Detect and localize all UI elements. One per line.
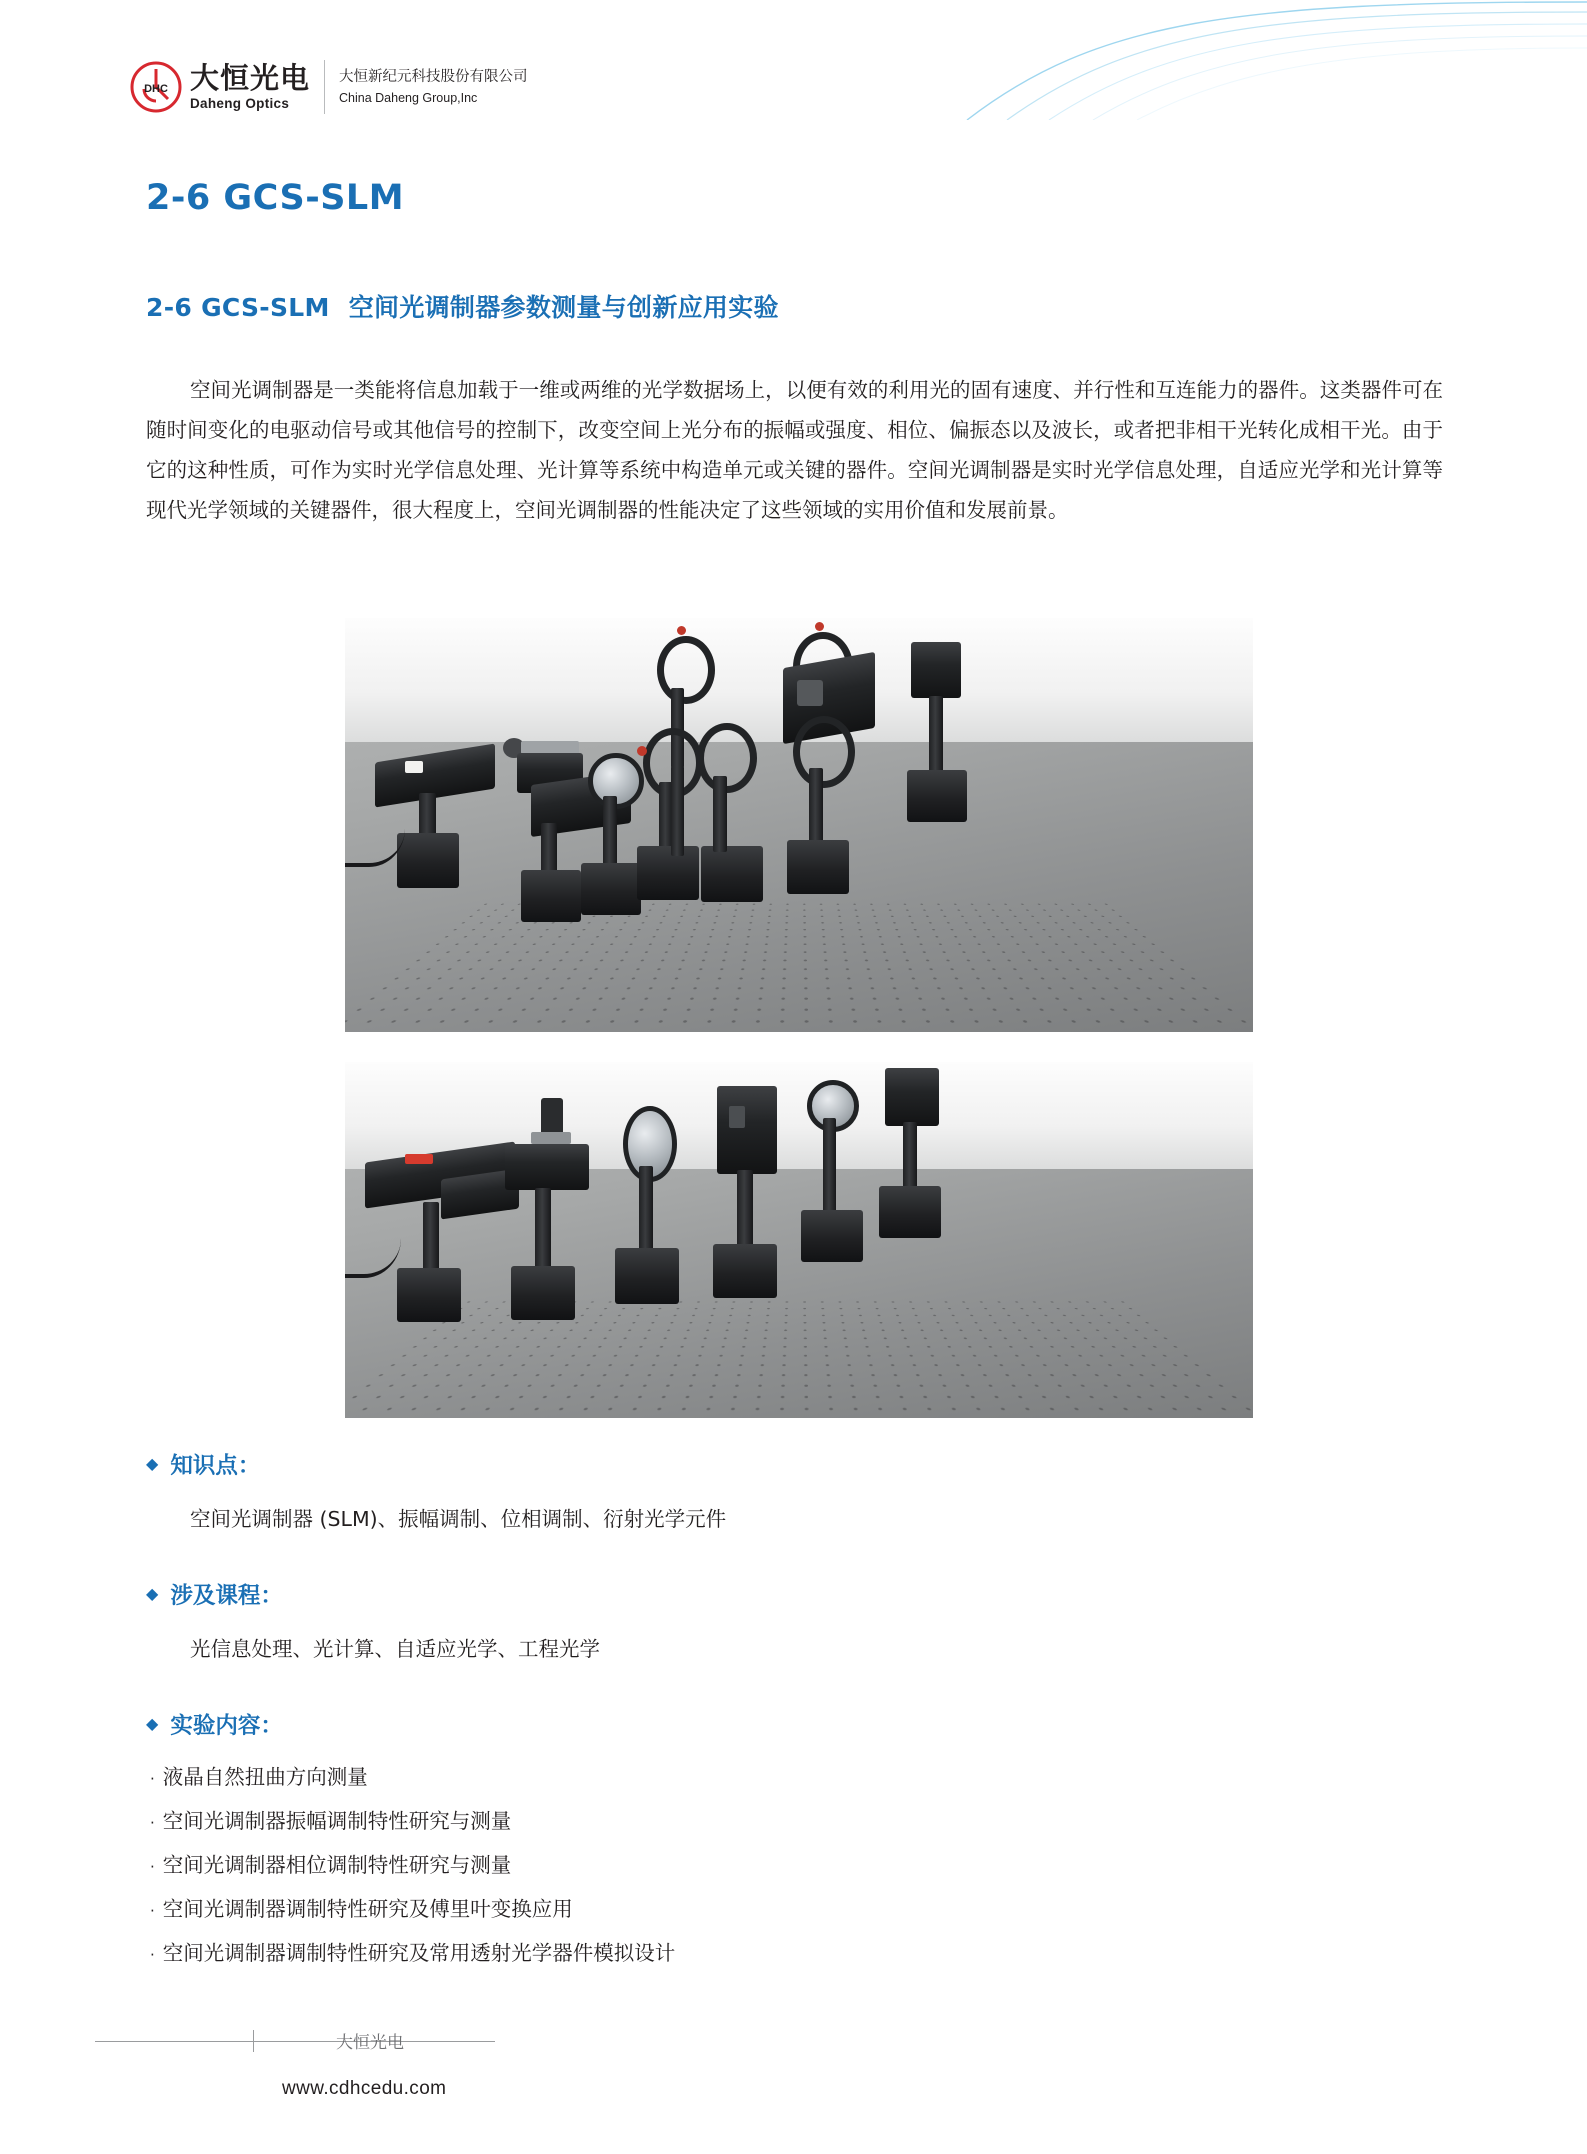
base-11	[713, 1244, 777, 1298]
courses-heading	[146, 1578, 283, 1610]
dot-bullet-icon: ·	[150, 1770, 155, 1788]
post-13	[737, 1170, 753, 1252]
post-10	[423, 1202, 439, 1278]
footer-divider-tick	[253, 2030, 254, 2052]
base-3	[581, 863, 641, 915]
bench-surface	[345, 618, 1253, 1032]
laser-stripe	[405, 1154, 433, 1164]
post-11	[535, 1188, 551, 1276]
base-5	[701, 846, 763, 902]
list-item	[150, 1888, 675, 1932]
dot-bullet-icon: ·	[150, 1858, 155, 1876]
base-6	[787, 840, 849, 894]
courses-body: 光信息处理、光计算、自适应光学、工程光学	[190, 1637, 600, 1661]
header-decoration	[537, 0, 1587, 120]
base-4	[637, 846, 699, 900]
slm-aperture	[797, 680, 823, 706]
contents-heading	[146, 1708, 283, 1740]
page-title: 2-6 GCS-SLM	[146, 178, 405, 218]
base-10	[615, 1248, 679, 1304]
list-item	[150, 1844, 675, 1888]
knowledge-body: 空间光调制器 (SLM)、振幅调制、位相调制、衍射光学元件	[190, 1507, 727, 1531]
intro-paragraph: 空间光调制器是一类能将信息加载于一维或两维的光学数据场上，以便有效的利用光的固有速度、并行性和互连能力的器件。这类器件可在随时间变化的电驱动信号或其他信号的控制下，改变空间上光分布的振幅或强度、相位、偏振态以及波长，或者把非相干光转化成相干光。由于它的这种性质，可作为实时光学信息处理、光计算等系统中构造单元或关键的器件。空间光调制器是实时光学信息处理，自适应光学和光计算等现代光学领域的关键器件，很大程度上，空间光调制器的性能决定了这些领域的实用价值和发展前景。	[146, 378, 1443, 522]
list-item	[150, 1932, 675, 1976]
post-7	[713, 776, 727, 852]
section-heading	[146, 288, 779, 324]
footer-url[interactable]: www.cdhcedu.com	[282, 2078, 447, 2099]
experiment-content-list	[150, 1756, 675, 1976]
red-cap-2	[637, 746, 647, 756]
knowledge-heading	[146, 1448, 260, 1480]
breadboard-holes-2	[345, 1299, 1253, 1418]
diamond-bullet-icon: ◆	[146, 1584, 159, 1603]
post-9	[929, 696, 943, 780]
base-13	[879, 1186, 941, 1238]
iris-mount-1	[657, 636, 715, 704]
company-name-cn: 大恒新纪元科技股份有限公司	[339, 69, 528, 85]
diamond-bullet-icon: ◆	[146, 1454, 159, 1473]
footer-divider	[95, 2041, 495, 2042]
slm-panel-2	[717, 1086, 777, 1174]
cdhc-logo-icon	[128, 59, 184, 115]
post-8	[809, 768, 823, 850]
detector-head	[911, 642, 961, 698]
post-14	[823, 1118, 836, 1218]
list-item-label: 液晶自然扭曲方向测量	[162, 1765, 368, 1789]
list-item-label: 空间光调制器相位调制特性研究与测量	[162, 1853, 512, 1877]
section-heading-text: 空间光调制器参数测量与创新应用实验	[348, 293, 779, 322]
micrometer-barrel-2	[531, 1132, 571, 1144]
list-item-label: 空间光调制器调制特性研究及常用透射光学器件模拟设计	[162, 1941, 676, 1965]
optical-bench-photo-1	[345, 618, 1253, 1032]
iris-mount-5	[793, 716, 855, 788]
optical-bench-photo-2	[345, 1062, 1253, 1418]
base-8	[397, 1268, 461, 1322]
iris-mount-3	[697, 723, 757, 793]
bench-surface-2	[345, 1062, 1253, 1418]
micrometer-head	[541, 1098, 563, 1136]
footer-brand: 大恒光电	[336, 2033, 404, 2053]
dot-bullet-icon: ·	[150, 1902, 155, 1920]
base-2	[521, 870, 581, 922]
base-7	[907, 770, 967, 822]
list-item-label: 空间光调制器振幅调制特性研究与测量	[162, 1809, 512, 1833]
post-6	[671, 766, 684, 856]
dot-bullet-icon: ·	[150, 1814, 155, 1832]
knowledge-heading-text: 知识点：	[170, 1453, 261, 1479]
red-cap-3	[815, 622, 824, 631]
laser-label	[405, 761, 423, 773]
breadboard-holes	[345, 902, 1253, 1032]
diamond-bullet-icon: ◆	[146, 1714, 159, 1733]
svg-text:DHC: DHC	[144, 83, 168, 95]
brand-logo	[128, 56, 528, 118]
section-code: 2-6 GCS-SLM	[146, 293, 330, 322]
power-cable	[345, 803, 405, 867]
courses-heading-text: 涉及课程：	[170, 1583, 283, 1609]
base-9	[511, 1266, 575, 1320]
list-item	[150, 1756, 675, 1800]
list-item-label: 空间光调制器调制特性研究及傅里叶变换应用	[162, 1897, 573, 1921]
red-cap-1	[677, 626, 686, 635]
dot-bullet-icon: ·	[150, 1946, 155, 1964]
power-cable-2	[345, 1212, 401, 1278]
post-12	[639, 1166, 653, 1258]
list-item	[150, 1800, 675, 1844]
contents-heading-text: 实验内容：	[170, 1713, 283, 1739]
logo-title-en: Daheng Optics	[190, 95, 290, 111]
logo-title-cn: 大恒光电	[190, 60, 311, 95]
logo-divider	[324, 60, 325, 114]
detector-head-2	[885, 1068, 939, 1126]
xy-stage	[505, 1144, 589, 1190]
post-15	[903, 1122, 917, 1194]
base-1	[397, 833, 459, 888]
slm-aperture-2	[729, 1106, 745, 1128]
company-name-en: China Daheng Group,Inc	[339, 90, 478, 105]
base-12	[801, 1210, 863, 1262]
